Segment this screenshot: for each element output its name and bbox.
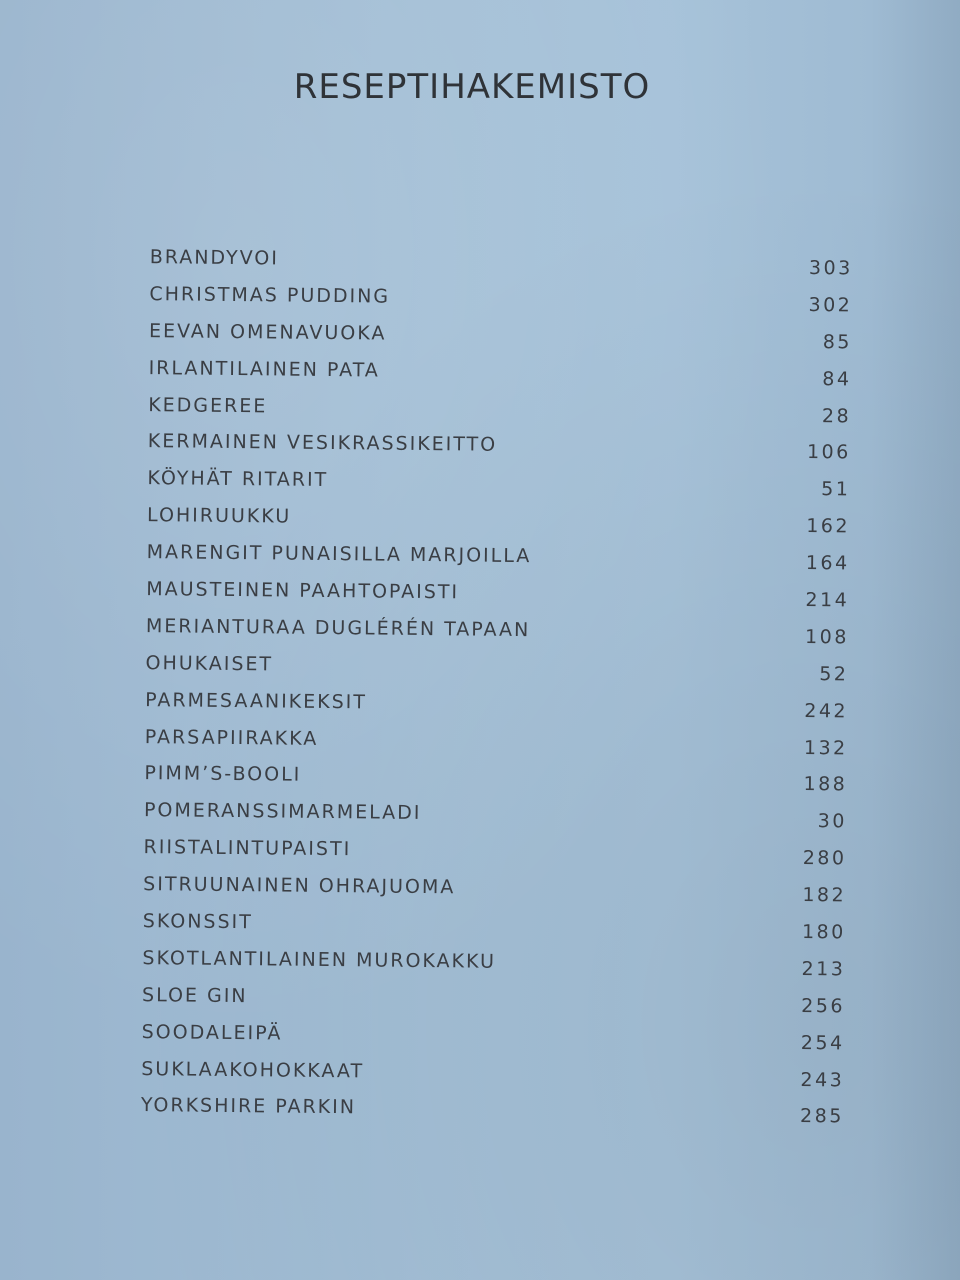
- recipe-name: MAUSTEINEN PAAHTOPAISTI: [146, 578, 460, 604]
- recipe-name: CHRISTMAS PUDDING: [149, 282, 391, 308]
- page-number: 52: [819, 662, 849, 686]
- page-title: RESEPTIHAKEMISTO: [293, 66, 651, 107]
- recipe-name: YORKSHIRE PARKIN: [140, 1094, 357, 1119]
- recipe-name: PARMESAANIKEKSIT: [145, 688, 368, 714]
- page-number: 108: [804, 625, 849, 649]
- recipe-name: SOODALEIPÄ: [141, 1020, 283, 1045]
- recipe-name: PARSAPIIRAKKA: [144, 725, 319, 750]
- recipe-name: KÖYHÄT RITARIT: [147, 467, 329, 492]
- page-number: 162: [806, 515, 851, 538]
- recipe-name: SUKLAAKOHOKKAAT: [141, 1057, 365, 1082]
- page-number: 302: [808, 293, 853, 317]
- page-number: 132: [803, 736, 848, 760]
- recipe-name: POMERANSSIMARMELADI: [143, 799, 422, 825]
- page-number: 285: [799, 1105, 844, 1128]
- recipe-name: OHUKAISET: [145, 651, 274, 676]
- page-number: 30: [817, 810, 848, 833]
- recipe-name: RIISTALINTUPAISTI: [143, 836, 352, 861]
- page-number: 188: [803, 773, 848, 796]
- page-number: 28: [821, 404, 852, 428]
- recipe-name: SKOTLANTILAINEN MUROKAKKU: [142, 946, 497, 973]
- page-number: 303: [808, 257, 853, 280]
- recipe-name: IRLANTILAINEN PATA: [148, 356, 380, 382]
- recipe-name: KEDGEREE: [148, 393, 268, 417]
- page-number: 180: [801, 921, 846, 944]
- recipe-name: KERMAINEN VESIKRASSIKEITTO: [147, 430, 498, 457]
- page-number: 164: [805, 552, 850, 575]
- page-number: 242: [804, 699, 849, 723]
- page-number: 256: [801, 994, 846, 1018]
- recipe-name: EEVAN OMENAVUOKA: [148, 319, 387, 345]
- index-entry: [131, 1086, 846, 1130]
- recipe-index-list: [131, 238, 855, 1131]
- recipe-name: BRANDYVOI: [149, 246, 280, 270]
- page-number: 84: [822, 367, 852, 391]
- recipe-name: PIMM’S-BOOLI: [144, 762, 302, 787]
- page-number: 51: [821, 478, 851, 501]
- page-number: 85: [822, 330, 853, 354]
- recipe-name: SITRUUNAINEN OHRAJUOMA: [143, 873, 456, 899]
- page-shadow: [870, 0, 960, 1280]
- recipe-name: MARENGIT PUNAISILLA MARJOILLA: [146, 541, 532, 568]
- recipe-name: SKONSSIT: [142, 910, 253, 934]
- recipe-name: SLOE GIN: [141, 983, 248, 1007]
- page-number: 213: [801, 957, 846, 981]
- page-number: 106: [806, 441, 851, 464]
- page-number: 182: [802, 884, 847, 907]
- recipe-name: MERIANTURAA DUGLÉRÉN TAPAAN: [145, 614, 531, 642]
- recipe-name: LOHIRUUKKU: [146, 504, 292, 528]
- page-number: 243: [800, 1068, 845, 1092]
- page-number: 254: [800, 1031, 845, 1055]
- page-number: 280: [802, 847, 847, 870]
- page-number: 214: [805, 589, 850, 612]
